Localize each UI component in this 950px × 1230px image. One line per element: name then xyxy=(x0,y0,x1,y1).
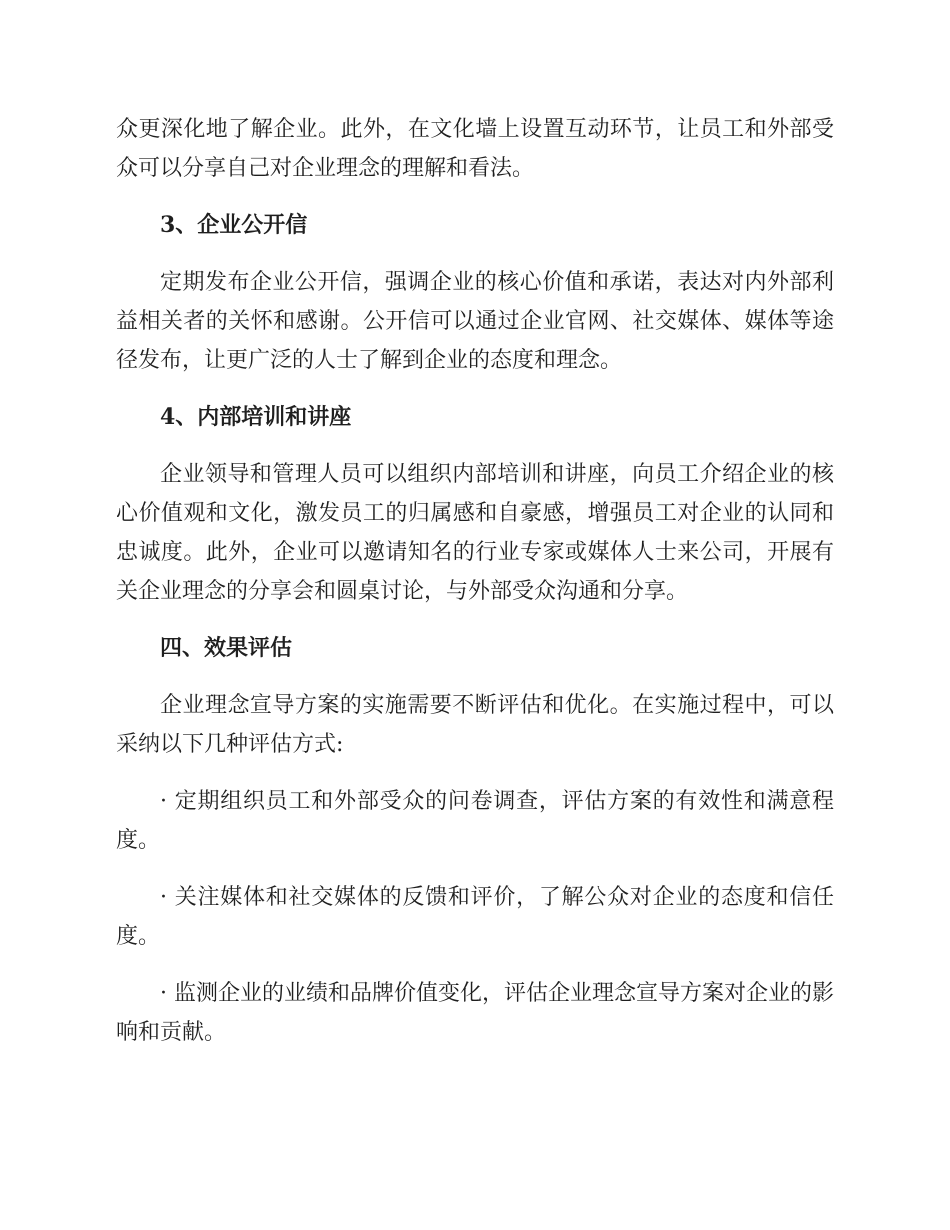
continued-paragraph: 众更深化地了解企业。此外，在文化墙上设置互动环节，让员工和外部受众可以分享自己对企业理念的理解和看法。 xyxy=(116,117,834,181)
bullet-item: · 监测企业的业绩和品牌价值变化，评估企业理念宣导方案对企业的影响和贡献。 xyxy=(116,981,834,1045)
section-4-paragraph: 企业领导和管理人员可以组织内部培训和讲座，向员工介绍企业的核心价值观和文化，激发员工的归属感和自豪感，增强员工对企业的认同和忠诚度。此外，企业可以邀请知名的行业专家或媒体人士来公司，开展有关企业理念的分享会和圆桌讨论，与外部受众沟通和分享。 xyxy=(116,462,834,604)
part-4-heading: 四、效果评估 xyxy=(160,635,293,661)
section-3-heading: 3、企业公开信 xyxy=(160,212,308,238)
bullet-item: · 关注媒体和社交媒体的反馈和评价，了解公众对企业的态度和信任度。 xyxy=(116,885,834,949)
part-4-intro: 企业理念宣导方案的实施需要不断评估和优化。在实施过程中，可以采纳以下几种评估方式: xyxy=(116,693,834,757)
section-3-paragraph: 定期发布企业公开信，强调企业的核心价值和承诺，表达对内外部利益相关者的关怀和感谢。公开信可以通过企业官网、社交媒体、媒体等途径发布，让更广泛的人士了解到企业的态度和理念。 xyxy=(116,270,834,373)
bullet-item: · 定期组织员工和外部受众的问卷调查，评估方案的有效性和满意程度。 xyxy=(116,789,834,853)
section-4-heading: 4、内部培训和讲座 xyxy=(160,404,352,430)
